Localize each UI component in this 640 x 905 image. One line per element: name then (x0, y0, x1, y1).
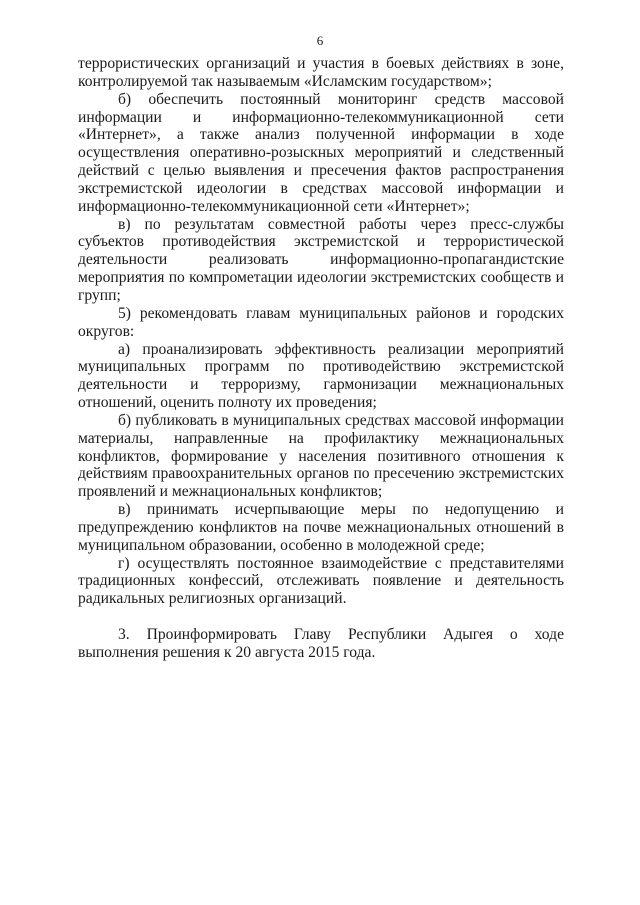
document-body (78, 55, 564, 662)
paragraph-item-b-monitoring: б) обеспечить постоянный мониторинг средств массовой информации и информационно-телекоммуникационной сети «Интернет», а также анализ полученной информации в ходе осуществления оперативно-розыскных мероприятий и следственный действий с целью выявления и пресечения фактов распространения экстремистской идеологии в средствах массовой информации и информационно-телекоммуникационной сети «Интернет»; (78, 90, 564, 215)
paragraph-item-b-publish: б) публиковать в муниципальных средствах массовой информации материалы, направленные на профилактику межнациональных конфликтов, формирование у населения позитивного отношения к действиям правоохранительных органов по пресечению экстремистских проявлений и межнациональных конфликтов; (78, 411, 564, 501)
page-number: 6 (316, 33, 324, 48)
paragraph-item-v-measures: в) принимать исчерпывающие меры по недопущению и предупреждению конфликтов на почве межнациональных отношений в муниципальном образовании, особенно в молодежной среде; (78, 501, 564, 554)
paragraph-item-v-press-services: в) по результатам совместной работы через пресс-службы субъектов противодействия экстремистской и террористической деятельности реализовать информационно-пропагандистские мероприятия по компрометации идеологии экстремистских сообществ и групп; (78, 215, 564, 304)
paragraph-item-a-analyze: а) проанализировать эффективность реализации мероприятий муниципальных программ по противодействию экстремистской деятельности и терроризму, гармонизации межнациональных отношений, оценить полноту их проведения; (78, 340, 564, 412)
paragraph-item-g-interaction: г) осуществлять постоянное взаимодействие с представителями традиционных конфессий, отслеживать появление и деятельность радикальных религиозных организаций. (78, 554, 564, 608)
paragraph-item-5-recommend: 5) рекомендовать главам муниципальных районов и городских округов: (78, 304, 564, 340)
paragraph-continuation: террористических организаций и участия в боевых действиях в зоне, контролируемой так называемым «Исламским государством»; (78, 55, 564, 90)
paragraph-item-3-inform: 3. Проинформировать Главу Республики Адыгея о ходе выполнения решения к 20 августа 2015 года. (78, 626, 564, 661)
